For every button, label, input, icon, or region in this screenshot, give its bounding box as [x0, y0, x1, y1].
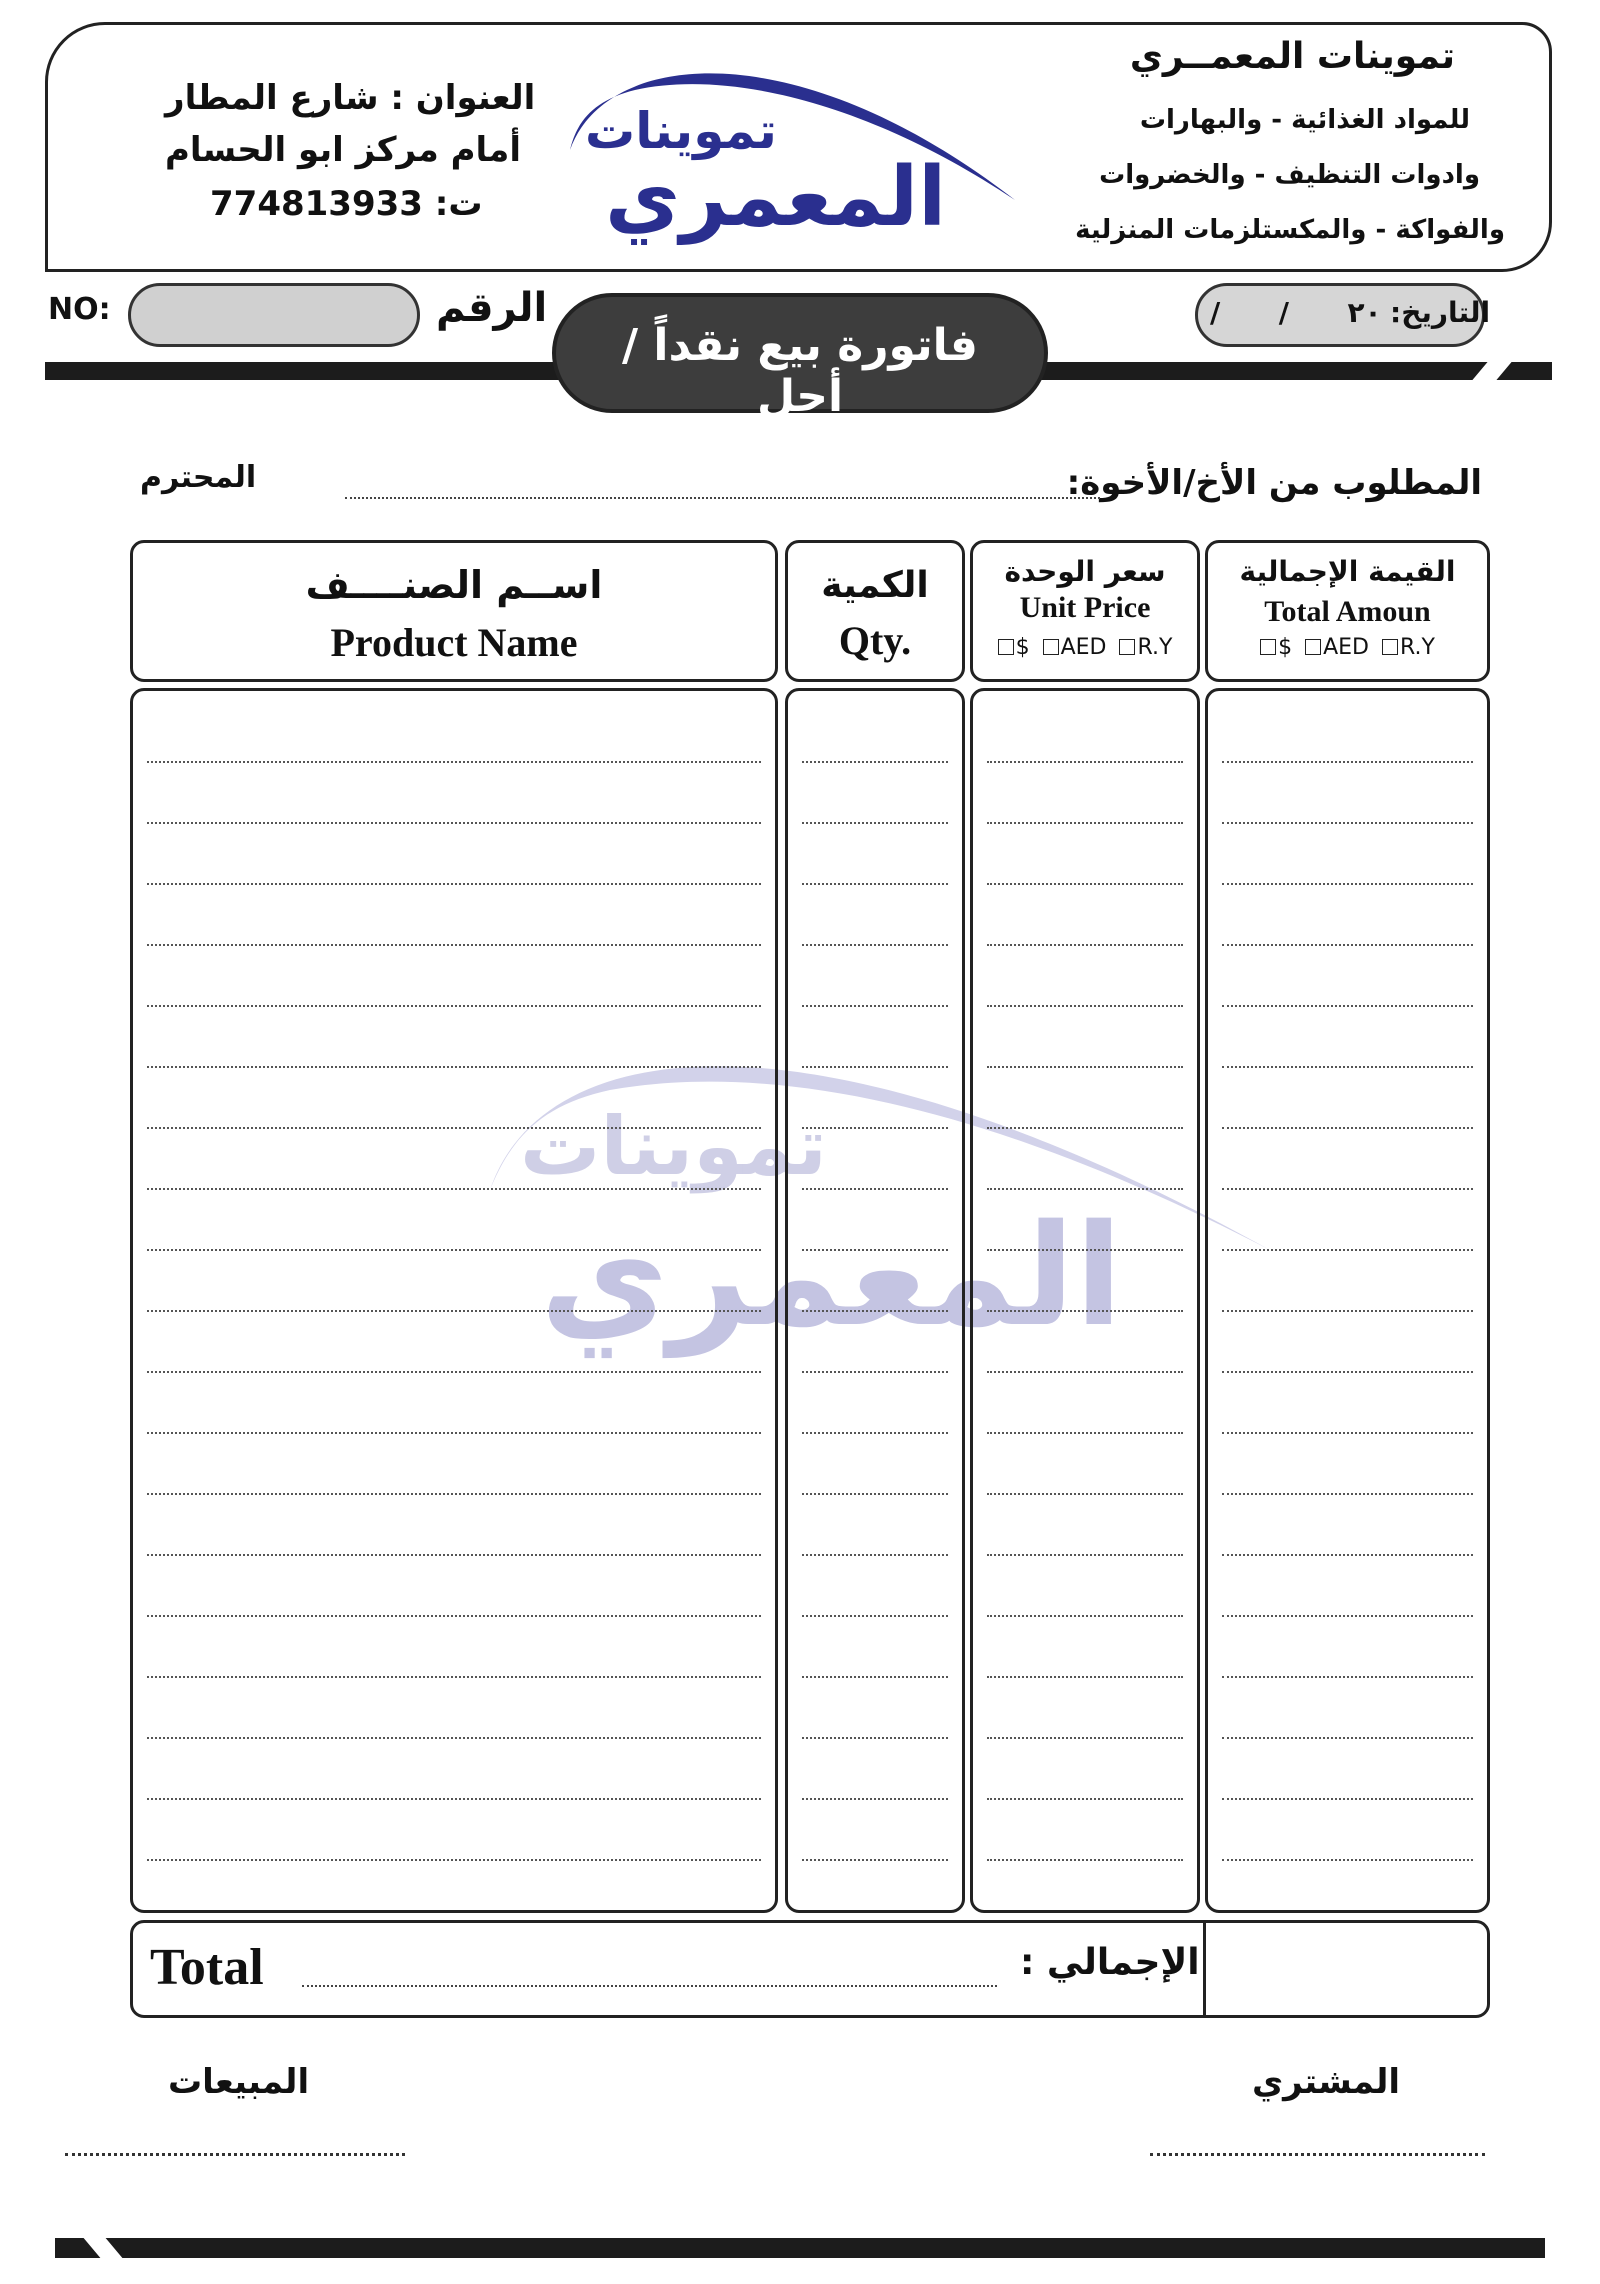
entry-line[interactable]: [802, 944, 948, 946]
header-line-3: والفواكة - والمكستلزمات المنزلية: [1075, 215, 1505, 245]
customer-name-line[interactable]: [345, 497, 1100, 499]
entry-line[interactable]: [147, 1432, 761, 1434]
entry-line[interactable]: [987, 1188, 1183, 1190]
date-template: / / ٢٠: [1210, 296, 1382, 329]
unit-aed-label: AED: [1060, 635, 1107, 660]
entry-line[interactable]: [802, 1432, 948, 1434]
entry-line[interactable]: [987, 1554, 1183, 1556]
company-logo: [565, 40, 1025, 270]
entry-line[interactable]: [987, 1310, 1183, 1312]
entry-line[interactable]: [147, 1371, 761, 1373]
number-field[interactable]: [128, 283, 420, 347]
entry-line[interactable]: [802, 1554, 948, 1556]
total-amount-column[interactable]: [1205, 688, 1490, 1913]
entry-line[interactable]: [147, 1615, 761, 1617]
unit-ry-label: R.Y: [1137, 635, 1173, 660]
entry-line[interactable]: [802, 1066, 948, 1068]
entry-line[interactable]: [1222, 1676, 1473, 1678]
entry-line[interactable]: [1222, 1249, 1473, 1251]
entry-line[interactable]: [147, 1676, 761, 1678]
address-line-2: أمام مركز ابو الحسام: [165, 130, 521, 170]
unit-aed-checkbox[interactable]: [1043, 639, 1059, 655]
qty-column[interactable]: [785, 688, 965, 1913]
entry-line[interactable]: [1222, 822, 1473, 824]
total-dots-line[interactable]: [302, 1985, 997, 1987]
total-usd-label: $: [1278, 635, 1293, 660]
watermark-top-text: تموينات: [520, 1100, 827, 1193]
seller-signature-line[interactable]: [65, 2153, 405, 2156]
number-label: الرقم: [436, 285, 548, 331]
buyer-label: المشتري: [1252, 2062, 1401, 2102]
header-line-1: للمواد الغذائية - والبهارات: [1139, 105, 1470, 135]
total-aed-checkbox[interactable]: [1305, 639, 1321, 655]
entry-line[interactable]: [987, 1493, 1183, 1495]
entry-line[interactable]: [1222, 1371, 1473, 1373]
unit-usd-label: $: [1015, 635, 1030, 660]
entry-line[interactable]: [987, 761, 1183, 763]
entry-line[interactable]: [802, 761, 948, 763]
header-total-amount: [1205, 540, 1490, 682]
col-unit-en: Unit Price: [1019, 591, 1151, 624]
entry-line[interactable]: [1222, 761, 1473, 763]
entry-line[interactable]: [147, 1737, 761, 1739]
total-currency-options: [1208, 635, 1487, 660]
entry-line[interactable]: [147, 1859, 761, 1861]
entry-line[interactable]: [147, 761, 761, 763]
entry-line[interactable]: [987, 1127, 1183, 1129]
entry-line[interactable]: [802, 1798, 948, 1800]
logo-top-text: تموينات: [585, 102, 777, 160]
product-name-column[interactable]: [130, 688, 778, 1913]
header-qty: [785, 540, 965, 682]
unit-currency-options: [973, 635, 1197, 660]
header-line-2: وادوات التنظيف - والخضروات: [1099, 160, 1480, 190]
entry-line[interactable]: [1222, 1188, 1473, 1190]
entry-line[interactable]: [1222, 1432, 1473, 1434]
col-unit-ar: سعر الوحدة: [1004, 555, 1166, 588]
entry-line[interactable]: [802, 1127, 948, 1129]
entry-line[interactable]: [802, 883, 948, 885]
entry-line[interactable]: [147, 822, 761, 824]
header-unit-price: [970, 540, 1200, 682]
entry-line[interactable]: [147, 1188, 761, 1190]
unit-usd-checkbox[interactable]: [998, 639, 1014, 655]
entry-line[interactable]: [147, 1249, 761, 1251]
entry-line[interactable]: [1222, 1798, 1473, 1800]
entry-line[interactable]: [147, 1493, 761, 1495]
entry-line[interactable]: [147, 944, 761, 946]
entry-line[interactable]: [1222, 944, 1473, 946]
phone-number: ت: 774813933: [210, 184, 483, 224]
col-total-ar: القيمة الإجمالية: [1239, 555, 1456, 588]
entry-line[interactable]: [802, 822, 948, 824]
entry-line[interactable]: [147, 1310, 761, 1312]
entry-line[interactable]: [1222, 1005, 1473, 1007]
total-amount-cell[interactable]: [1208, 1924, 1486, 2014]
entry-line[interactable]: [987, 1737, 1183, 1739]
entry-line[interactable]: [987, 1615, 1183, 1617]
respected-label: المحترم: [140, 460, 257, 495]
entry-line[interactable]: [987, 1249, 1183, 1251]
entry-line[interactable]: [147, 1005, 761, 1007]
logo-bottom-text: المعمري: [605, 150, 947, 245]
entry-line[interactable]: [147, 1066, 761, 1068]
no-label: NO:: [48, 292, 111, 327]
date-label: التاريخ:: [1390, 296, 1491, 329]
header-product-name: [130, 540, 778, 682]
entry-line[interactable]: [147, 1127, 761, 1129]
entry-line[interactable]: [802, 1249, 948, 1251]
address-line-1: العنوان : شارع المطار: [165, 78, 536, 118]
entry-line[interactable]: [147, 1798, 761, 1800]
entry-line[interactable]: [1222, 1066, 1473, 1068]
unit-price-column[interactable]: [970, 688, 1200, 1913]
col-qty-en: Qty.: [838, 618, 912, 663]
total-aed-label: AED: [1323, 635, 1369, 660]
entry-line[interactable]: [987, 1005, 1183, 1007]
invoice-title: فاتورة بيع نقداً / أجل: [622, 320, 978, 422]
entry-line[interactable]: [802, 1371, 948, 1373]
col-name-ar: اســم الصنــــف: [305, 563, 603, 607]
entry-line[interactable]: [802, 1615, 948, 1617]
entry-line[interactable]: [1222, 1859, 1473, 1861]
entry-line[interactable]: [802, 1005, 948, 1007]
entry-line[interactable]: [1222, 1737, 1473, 1739]
total-usd-checkbox[interactable]: [1260, 639, 1276, 655]
col-name-en: Product Name: [330, 620, 578, 665]
entry-line[interactable]: [1222, 1493, 1473, 1495]
unit-ry-checkbox[interactable]: [1119, 639, 1135, 655]
entry-line[interactable]: [802, 1676, 948, 1678]
seller-label: المبيعات: [168, 2062, 310, 2102]
entry-line[interactable]: [987, 1066, 1183, 1068]
entry-line[interactable]: [802, 1737, 948, 1739]
company-name: تموينات المعمــري: [1129, 36, 1455, 77]
entry-line[interactable]: [1222, 883, 1473, 885]
total-ar-label: الإجمالي :: [1020, 1942, 1200, 1983]
entry-line[interactable]: [987, 1676, 1183, 1678]
entry-line[interactable]: [987, 1371, 1183, 1373]
buyer-signature-line[interactable]: [1150, 2153, 1485, 2156]
col-qty-ar: الكمية: [821, 565, 929, 606]
entry-line[interactable]: [987, 883, 1183, 885]
entry-line[interactable]: [987, 1798, 1183, 1800]
entry-line[interactable]: [1222, 1127, 1473, 1129]
entry-line[interactable]: [1222, 1310, 1473, 1312]
entry-line[interactable]: [987, 944, 1183, 946]
total-ry-checkbox[interactable]: [1382, 639, 1398, 655]
entry-line[interactable]: [1222, 1615, 1473, 1617]
total-amount-divider: [1203, 1920, 1206, 2018]
entry-line[interactable]: [802, 1493, 948, 1495]
col-total-en: Total Amoun: [1264, 595, 1431, 628]
entry-line[interactable]: [987, 1432, 1183, 1434]
entry-line[interactable]: [802, 1310, 948, 1312]
entry-line[interactable]: [987, 822, 1183, 824]
bottom-band: [55, 2238, 1545, 2258]
total-en-label: Total: [150, 1939, 264, 1996]
entry-line[interactable]: [802, 1188, 948, 1190]
entry-line[interactable]: [147, 1554, 761, 1556]
watermark-bottom-text: المعمري: [540, 1195, 1123, 1358]
entry-line[interactable]: [802, 1859, 948, 1861]
total-ry-label: R.Y: [1399, 635, 1435, 660]
entry-line[interactable]: [1222, 1554, 1473, 1556]
requested-from-label: المطلوب من الأخ/الأخوة:: [1066, 463, 1482, 503]
entry-line[interactable]: [147, 883, 761, 885]
entry-line[interactable]: [987, 1859, 1183, 1861]
